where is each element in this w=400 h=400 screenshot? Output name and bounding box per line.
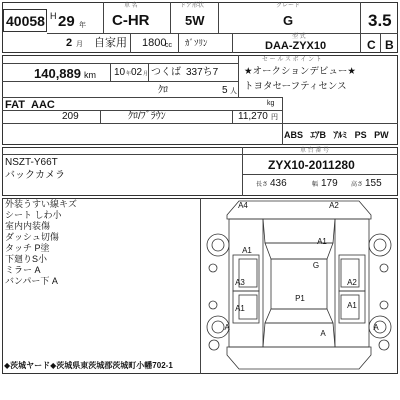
inspection-note: 外装うすい線キズ bbox=[5, 199, 77, 209]
divider bbox=[2, 63, 238, 64]
divider bbox=[2, 81, 238, 82]
month-unit: 月 bbox=[76, 41, 83, 48]
seating-capacity: 5 bbox=[222, 85, 228, 96]
damage-mark: A2 bbox=[347, 278, 357, 287]
exterior-grade: C bbox=[367, 38, 376, 52]
seating-capacity-unit: 人 bbox=[230, 88, 237, 95]
divider bbox=[2, 154, 398, 155]
color-code: 209 bbox=[62, 111, 79, 122]
color-combination: ｸﾛ/ﾌﾞﾗｳﾝ bbox=[128, 111, 166, 122]
damage-diagram bbox=[201, 199, 397, 373]
air-conditioning: AAC bbox=[31, 99, 55, 111]
option-item: NSZT-Y66T bbox=[5, 157, 58, 168]
inspection-month: 02 bbox=[131, 67, 143, 78]
left-handle bbox=[209, 301, 217, 309]
divider bbox=[148, 63, 149, 81]
damage-mark: A bbox=[373, 323, 379, 332]
divider bbox=[110, 63, 111, 81]
equipment-item: ABS bbox=[284, 130, 304, 140]
right-tail-lamp bbox=[379, 340, 389, 350]
divider bbox=[380, 33, 381, 53]
lot-number: 40058 bbox=[6, 13, 45, 29]
equipment-item: PW bbox=[374, 130, 389, 140]
plate-area: つくば bbox=[151, 67, 181, 78]
displacement-unit: cc bbox=[165, 42, 172, 49]
model-year: 29 bbox=[58, 13, 75, 30]
width-label: 幅 bbox=[312, 182, 319, 188]
damage-mark: G bbox=[312, 261, 320, 270]
inspection-note: ミラー A bbox=[5, 265, 41, 275]
vehicle-height: 155 bbox=[365, 178, 382, 189]
left-side-panel bbox=[229, 219, 263, 347]
damage-mark: A1 bbox=[347, 301, 357, 310]
inspection-note: シート しわ小 bbox=[5, 210, 62, 220]
damage-mark: P1 bbox=[295, 294, 305, 303]
inspection-year-unit: 年 bbox=[126, 71, 132, 77]
rear-bumper bbox=[227, 347, 371, 369]
interior-grade: B bbox=[385, 38, 394, 52]
door-shape: 5W bbox=[185, 13, 205, 28]
damage-mark: A1 bbox=[242, 246, 252, 255]
grade-label: グレード bbox=[276, 3, 301, 9]
equipment-item: ｴｱB bbox=[310, 130, 327, 140]
sales-point-item: トヨタセーフティセンス bbox=[244, 81, 347, 92]
divider bbox=[47, 33, 398, 34]
year-unit: 年 bbox=[79, 22, 86, 29]
left-front-wheel-hub bbox=[212, 239, 224, 251]
divider bbox=[218, 2, 219, 33]
grade: G bbox=[283, 13, 294, 28]
inspection-note: 下廻りS小 bbox=[5, 254, 48, 264]
damage-mark: A4 bbox=[238, 201, 248, 210]
divider bbox=[100, 110, 101, 123]
sales-point-item: ★オークションデビュー★ bbox=[244, 66, 356, 77]
option-item: バックカメラ bbox=[5, 170, 65, 181]
damage-mark: A3 bbox=[235, 278, 245, 287]
body-color: ｸﾛ bbox=[158, 85, 168, 96]
car-name-label: 車 名 bbox=[124, 3, 138, 9]
registration-month: 2 bbox=[66, 37, 73, 49]
divider bbox=[2, 97, 282, 98]
yard-location: ◆茨城ヤード◆茨城県東茨城郡茨城町小幡702-1 bbox=[4, 361, 173, 370]
chassis-label: 車 台 番 号 bbox=[300, 148, 330, 154]
rear-glass bbox=[265, 309, 333, 323]
left-rear-wheel-hub bbox=[212, 321, 224, 333]
divider bbox=[242, 174, 398, 175]
right-front-wheel bbox=[369, 234, 391, 256]
right-handle bbox=[380, 301, 388, 309]
damage-mark: A bbox=[224, 323, 230, 332]
damage-mark: A bbox=[320, 329, 326, 338]
inspection-note: ダッシュ切傷 bbox=[5, 232, 59, 242]
damage-mark: A1 bbox=[235, 304, 245, 313]
divider bbox=[232, 33, 233, 53]
model-code-label: 型 式 bbox=[292, 34, 306, 40]
equipment-item: ｱﾙﾐ bbox=[333, 130, 348, 140]
left-tail-lamp bbox=[209, 340, 219, 350]
length-label: 長さ bbox=[256, 182, 269, 188]
inspection-note: 室内内装傷 bbox=[5, 221, 51, 231]
inspection-month-unit: 月 bbox=[143, 71, 149, 77]
divider bbox=[282, 97, 283, 145]
year-era: H bbox=[50, 11, 57, 21]
inspection-year: 10 bbox=[114, 67, 126, 78]
front-bumper bbox=[227, 201, 371, 219]
equipment-list bbox=[284, 131, 394, 140]
divider bbox=[103, 2, 104, 33]
right-rear-wheel bbox=[369, 316, 391, 338]
inspection-note: バンパー下 A bbox=[5, 276, 58, 286]
divider bbox=[242, 147, 243, 196]
door-shape-label: ドア形状 bbox=[180, 3, 204, 9]
displacement: 1800 bbox=[142, 37, 167, 49]
plate-number: 337ち7 bbox=[186, 67, 219, 78]
right-mirror bbox=[380, 264, 388, 272]
transmission: FAT bbox=[5, 99, 25, 111]
divider bbox=[170, 2, 171, 33]
left-mirror bbox=[209, 264, 217, 272]
vehicle-length: 436 bbox=[270, 178, 287, 189]
divider bbox=[130, 33, 131, 53]
damage-mark: A1 bbox=[317, 237, 327, 246]
car-name: C-HR bbox=[112, 12, 150, 29]
divider bbox=[178, 33, 179, 53]
equipment-item: PS bbox=[354, 130, 367, 140]
damage-mark: A2 bbox=[329, 201, 339, 210]
divider bbox=[360, 2, 361, 53]
divider bbox=[238, 55, 239, 97]
auction-score: 3.5 bbox=[368, 11, 392, 30]
recycle-fee: 11,270 bbox=[238, 111, 268, 122]
mileage-unit: km bbox=[84, 70, 96, 80]
right-front-wheel-hub bbox=[374, 239, 386, 251]
inspection-note: タッチ P塗 bbox=[5, 243, 50, 253]
mileage: 140,889 bbox=[34, 66, 81, 81]
left-front-wheel bbox=[207, 234, 229, 256]
height-label: 高さ bbox=[351, 182, 364, 188]
chassis-number: ZYX10-2011280 bbox=[268, 158, 355, 172]
sales-points-label: セ ー ル ス ポ イ ン ト bbox=[262, 57, 322, 63]
weight-unit: kg bbox=[267, 100, 275, 107]
model-code: DAA-ZYX10 bbox=[265, 40, 327, 52]
divider bbox=[2, 123, 398, 124]
divider bbox=[232, 110, 233, 123]
fuel-type: ｶﾞｿﾘﾝ bbox=[185, 38, 208, 48]
recycle-fee-unit: 円 bbox=[271, 114, 278, 121]
vehicle-width: 179 bbox=[321, 178, 338, 189]
usage-type: 自家用 bbox=[94, 37, 127, 49]
